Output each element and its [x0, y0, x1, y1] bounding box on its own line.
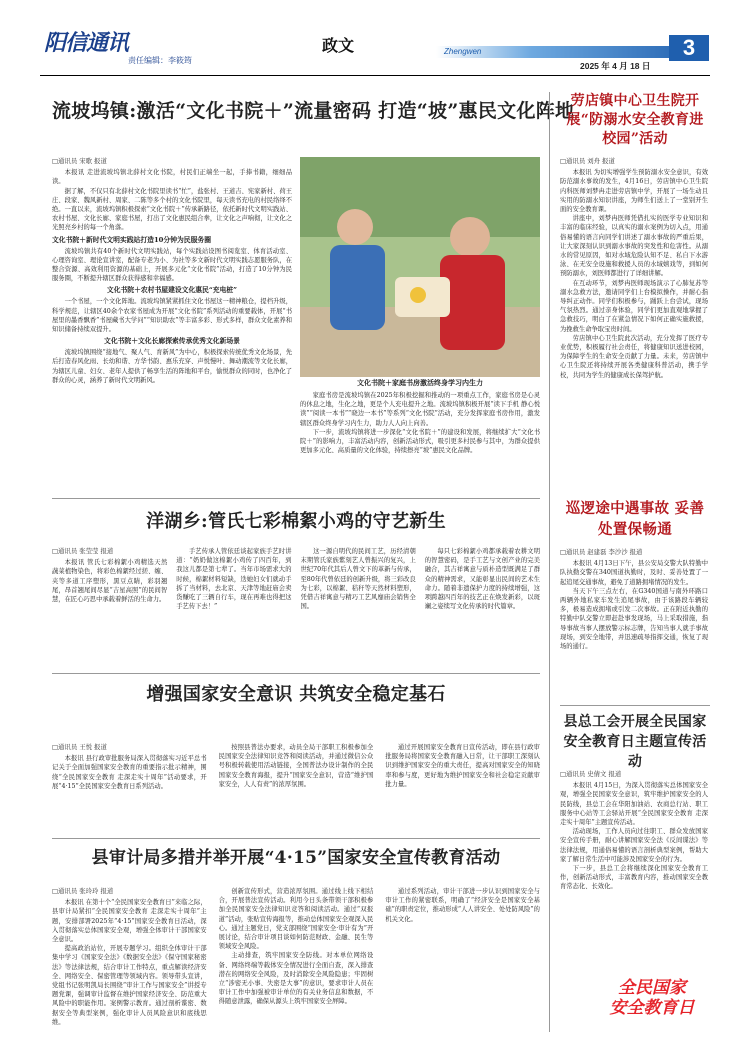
- a6-body: [560, 770, 708, 975]
- a1-para: 下一步，流坡坞镇将进一步深化“文化书院＋”的建设和发展，将继续扩大“文化书院＋”的影响力，丰富活动内容，创新活动形式，吸引更多村民参与其中，为群众提供更加多元化、高质量的文化体验，持续擦亮“坡”惠民文化品牌。: [300, 428, 540, 455]
- a4-body: [560, 548, 708, 700]
- a3-para: 每只七彩棉絮小鸡都承载着农耕文明的智慧密码，是手工艺与文创产业的完美融合，其吉祥寓意与质朴造型既满足了群众的精神需求，又能彰显出民间的艺术生命力。随着非遗保护力度的持续增强，这项跨越四百年的技艺正在焕发新彩，以斑斓之姿续写文化传承的时代篇章。: [424, 548, 540, 611]
- a3-para: 这一源自明代的民间工艺，历经清朝末期管氏家族紫刻艺人曾振兴的复兴，上世纪70年代其后人曾文下的革新与传承，至80年代曾依廷的创新升级，将三彩改良为七彩，以棉絮、秸秆等天然材料塑形，凭借吉祥寓意与精巧工艺风靡庙会销售全国。: [300, 548, 416, 611]
- a2-para: 本报讯 为切实增强学生预防溺水安全意识，有效防范溺水事故的发生，4月16日，劳店镇中心卫生院内科医师刘梦冉走进劳店镇中学，开展了一场生动且实用的防溺水知识讲座，为师生们送上了一堂别开生面的安全教育课。: [560, 169, 708, 214]
- a2-headline: [560, 92, 710, 149]
- column-divider: [549, 92, 550, 1032]
- a6-para: 活动现场，工作人员向过往职工、群众发放国家安全宣传手册，耐心讲解国家安全法《反间谍法》等法律法规，用通俗易懂的语言剖析典型案例，帮助大家了解日常生活中可能涉及国家安全的行为。: [560, 828, 708, 863]
- page-number: 3: [669, 35, 709, 61]
- a5-para: 本报讯 县行政审批服务局深入贯彻落实习近平总书记关于全面加强国家安全教育的重要指示批示精神，围绕“全民国家安全教育 走深走实十周年”活动要求，开展“4·15”全民国家安全教育日系列活动。: [52, 755, 207, 790]
- a4-para: 本报讯 4月13日下午，县公安局交警大队特勤中队执勤交警在340国道执勤时，及时、妥善处置了一起追尾交通事故，避免了道路拥堵情况的发生。: [560, 560, 708, 586]
- a7-para: 提高政治站位，开展专题学习。组织全体审计干部集中学习《国家安全法》《数据安全法》《保守国家秘密法》等法律法规，结合审计工作特点，重点解读经济安全、网络安全、保密管理等领域内容。领导带头宣讲，党组书记张明凯局长围绕“审计工作与国家安全”讲授专题党课，强调审计监督在维护国家经济安全、防范重大风险中的职能作用。案例警示教育。通过剖析谍密、数据安全等典型案例，强化审计人员风险意识和底线思维。: [52, 945, 207, 1026]
- a6-para: 本报讯 4月15日，为深入贯彻落实总体国家安全观，增强全民国家安全意识，筑牢维护国家安全的人民防线，县总工会在华阳加油站、农商总行站、职工服务中心站等工会驿站开展“全民国家安全教育 走深走实十周年”主题宣传活动。: [560, 782, 708, 827]
- section-title: 政文: [322, 36, 355, 55]
- a1-para: 流坡坞镇围绕“接地气、聚人气、育新风”为中心，积极探索传统优秀文化场景，先后打造春风化雨、长幼和谐、方华书韵、惠乐充穿、声悦慢叶、舞动潮流等文化长廊，为辖区儿童、妇女、老年人提供了畅享生活的阵地和平台，愉悦群众的同时，也净化了群众的心灵，涵养了新时代文明新风。: [52, 349, 292, 384]
- a2-byline: □通讯员 刘舟 报道: [560, 157, 615, 165]
- a3-para: 手艺传承人管依廷谈起家族手艺时讲道：“奶奶做这棉絮小鸡传了四百年，到我这儿都是第七辈了。当年市场需求大的时候，棉絮材料短缺，迭她妇女们就动手拆了当材料，去北京、天津等地赶庙会卖货赚吃了三辆自行车，现在再难也得把这手艺传下去！”: [176, 548, 292, 611]
- a5-byline: □通讯员 王悦 报道: [52, 743, 107, 751]
- masthead-rule: [40, 75, 710, 76]
- a2-para: 讲座中，刘梦冉医师凭借扎实的医学专业知识和丰富的临床经验，以真实的溺水案例为切入点，用通俗易懂的语言向同学们讲述了溺水事故的严重后果，让大家深刻认识到溺水事故的突发性和危害性。从溺水的常见原因，如对水域危险认知不足、私自下水游泳、在无安全设施和救援人员的水域嬉戏等，到如何预防溺水，刘医师都进行了详细讲解。: [560, 215, 708, 278]
- a7-headline: 县审计局多措并举开展“4·15”国家安全宣传教育活动: [91, 848, 501, 868]
- a1-para: 据了解，不仅只有北薛村文化书院里读书“忙”，盐张村、王道吉、宪家新村、荷王庄、段家、魏风新村、周家、二陈等多个村的文化书院里，每天读书充电的村民络绎不绝。一直以来，流坡坞镇积极探索“文化书院＋”传承新路径，依托新时代文明实践站、农村书屋、文化长廊、家庭书屋，打出了文化惠民组合拳，让文化之声响彻，让文化之光照亮乡村的每一个角落。: [52, 187, 292, 232]
- a6-byline: □通讯员 史倩文 报道: [560, 770, 622, 778]
- a4-headline-text: 巡逻途中遇事故 妥善处置保畅通: [565, 500, 705, 538]
- a3-body: [52, 547, 540, 667]
- a1-headline: 流坡坞镇:激活“文化书院＋”流量密码 打造“坡”惠民文化阵地: [52, 100, 575, 122]
- a1-byline: □通讯员 宋歌 报道: [52, 157, 107, 165]
- a1-subhead: 文化书院＋农村书屋建设文化惠民“充电桩”: [106, 286, 238, 295]
- a1-subhead: 文化书院＋文化长廊探索传承优秀文化新场景: [104, 337, 240, 346]
- a3-para: 本报讯 管氏七彩棉絮小鸡精选天然蔬菜植物染色，将彩色棉絮经过搓、缠、夹等多道工序塑形，黑豆点睛，彩羽翘尾，昂首翘尾间尽显“吉星高照”的民间智慧，在匠心巧思中承载着鲜活的生命力。: [52, 559, 168, 604]
- masthead: [0, 0, 735, 78]
- a5-para: 按照县普法办要求，动员全局干部职工积极参加全民国家安全法律知识竞答和阅读活动，并通过微信公众号积极转载使用活动链接，全国普法办设计制作的全民国家安全教育海报，提升“国家安全意识，营造“维护国家安全，人人有责”的浓厚氛围。: [218, 744, 374, 788]
- a7-para: 通过系列活动，审计干部进一步认识到国家安全与审计工作的紧密联系，明确了“经济安全是国家安全基础”的职责定位，推动形成“人人讲安全、处处防风险”的机关文化。: [385, 888, 540, 923]
- section-en: Zhengwen: [444, 47, 482, 56]
- a2-para: 在互动环节，刘梦冉医师现场演示了心肺复苏等溺水急救方法，邀请同学们上台模拟操作，并耐心指导纠正动作。同学们积极参与，踊跃上台尝试，现场气氛热烈。通过亲身体验，同学们更加直观地掌握了急救技巧，明白了在紧急情况下如何正确实施救援，为挽救生命争取宝贵时间。: [560, 279, 708, 333]
- a1-subhead: 文化书院＋新时代文明实践站打造10分钟为民服务圈: [52, 235, 211, 244]
- a1-para: 流坡坞镇共有40个新时代文明实践站，每个实践站设图书阅览室、体育活动室、心理咨询室、理论宣讲室，配备专老为小、为社等多文新时代文明实践志愿服务队，在整合资源、高效利用资源的基础上，开展多元化“文化书院”活动，打造了10分钟为民服务圈，不断提升辖区群众获得感和幸福感。: [52, 247, 292, 283]
- a7-para: 创新宣传形式，营造浓厚氛围。通过线上线下相结合，开展普法宣传活动。利用今日头条带领干部积极参加全民国家安全法律知识竞答和阅读活动。通过“双报道”活动，张贴宣传海报等，推动总体国家安全观深入民心。通过主题党日，党支部围绕“国家安全·审计有为”开展讨论，结合审计项目谈如何防范财政、金融、民生等领域安全风险。: [218, 888, 374, 951]
- a1-column-1: [52, 157, 292, 537]
- a2-headline-text: 劳店镇中心卫生院开展“防溺水安全教育进校园”活动: [566, 93, 704, 147]
- safety-day-stamp: [597, 978, 707, 1018]
- a3-byline: □通讯员 张莹莹 报道: [52, 547, 114, 555]
- a1-photo-caption: 文化书院＋家庭书房激活终身学习内生力: [357, 378, 483, 387]
- a1-para: 本报讯 走进流坡坞镇北薛村文化书院，村民们正端坐一起，手捧书籍，细细品读。: [52, 169, 292, 186]
- a7-body: [52, 887, 540, 1037]
- a5-headline: 增强国家安全意识 共筑安全稳定基石: [146, 684, 446, 705]
- a2-para: 劳店镇中心卫生院此次活动，充分发挥了医疗专业优势，积极履行社会责任，将健康知识送进校园，为保障学生的生命安全贡献了力量。未来，劳店镇中心卫生院还将持续开展各类健康科普活动，携手学校，共同为学生的健康成长保驾护航。: [560, 334, 708, 379]
- a1-photo-art: [300, 157, 540, 377]
- section-rule: [52, 498, 540, 499]
- a2-body: [560, 157, 708, 491]
- a5-body: [52, 743, 540, 835]
- a7-byline: □通讯员 张玲玲 报道: [52, 887, 114, 895]
- section-rule: [52, 838, 540, 839]
- a7-para: 本报讯 在第十个“全民国家安全教育日”来临之际，县审计局紧扣“全民国家安全教育 走深走实十周年”主题，安排部署2025年“4·15”国家安全教育日活动，深入贯彻落实总体国家安全观，增强全体审计干部国家安全意识。: [52, 899, 207, 944]
- a4-byline: □通讯员 赵建磊 李沙沙 报道: [560, 548, 643, 556]
- stamp-line-1: 全民国家: [618, 978, 686, 998]
- section-rule: [560, 705, 710, 706]
- a7-para: 主动排查，筑牢国家安全防线。对本单位网络设备、网络终端等载体安全情况进行全面自查，深入排查潜在的网络安全风险，及时消除安全风险隐患；牢固树立“涉密无小事、失密是大事”的意识，要求审计人员在审计工作中加强被审计单位的有关业务信息和数据，不得随意泄露，确保从源头上筑牢国家安全屏障。: [218, 952, 374, 1006]
- a1-photo: [300, 157, 540, 377]
- a6-para: 下一步，县总工会将继续深化国家安全教育工作，创新活动形式，丰富教育内容，推动国家安全教育常态化、长效化。: [560, 865, 708, 891]
- a4-headline: [560, 498, 710, 540]
- issue-date: 2025 年 4 月 18 日: [580, 61, 651, 71]
- a5-para: 通过开展国家安全教育日宣传活动，即在县行政审批服务局将国家安全教育融入日常，让干部职工深刻认识到维护国家安全的重大责任，提高对国家安全的知晓率和参与度，更好地为维护国家安全和社会稳定贡献审批力量。: [385, 744, 540, 788]
- a1-para: 家庭书房是流坡坞镇在2025年积极挖掘和推动的一项重点工作，家庭书房是心灵的休息之地，生化之地，更是个人充电提升之地。流坡坞镇积极开展“读下手机 静心悦读”“阅读一本书”“晓边一本书”等系列“文化书院”活动，充分发挥家庭书房作用，激发辖区群众终身学习内生力，助力人人向上向善。: [300, 392, 540, 427]
- masthead-logo: 阳信通讯: [44, 30, 129, 56]
- section-rule: [52, 673, 540, 674]
- a6-headline: [560, 712, 710, 772]
- editor-credit: 责任编辑：李筱筠: [128, 56, 192, 65]
- stamp-line-2: 安全教育日: [609, 998, 695, 1018]
- a4-para: 当天下午三点左右，在G340国道与南外环路口两辆外地私家车发生追尾事故，由于该路段车辆较多，极易造成拥堵或引发二次事故。正在附近执勤的特勤中队交警立即赶赴事发现场，马上采取措施，指导事故当事人摆放警示标志牌，告知当事人就手事故现场，到安全地带，并迅速疏导指挥交通，恢复了现场的通行。: [560, 587, 708, 651]
- a6-headline-text: 县总工会开展全民国家安全教育日主题宣传活动: [563, 714, 707, 770]
- a3-headline: 洋湖乡:管氏七彩棉絮小鸡的守艺新生: [146, 511, 446, 532]
- section-bar: [436, 46, 708, 58]
- a1-para: 一个书屋，一个文化阵地。流坡坞镇紧紧抓住文化书屋这一精神粮仓，提档升级，科学规范，让辖区40余个农家书屋成为开展“文化书院”系列活动的重要载体，开展“书屋里的墨香飘香”书屋藏书大学问”“知识助农”等丰富多彩、形式多样，群众文化素养和知识储备持续双提升。: [52, 298, 292, 334]
